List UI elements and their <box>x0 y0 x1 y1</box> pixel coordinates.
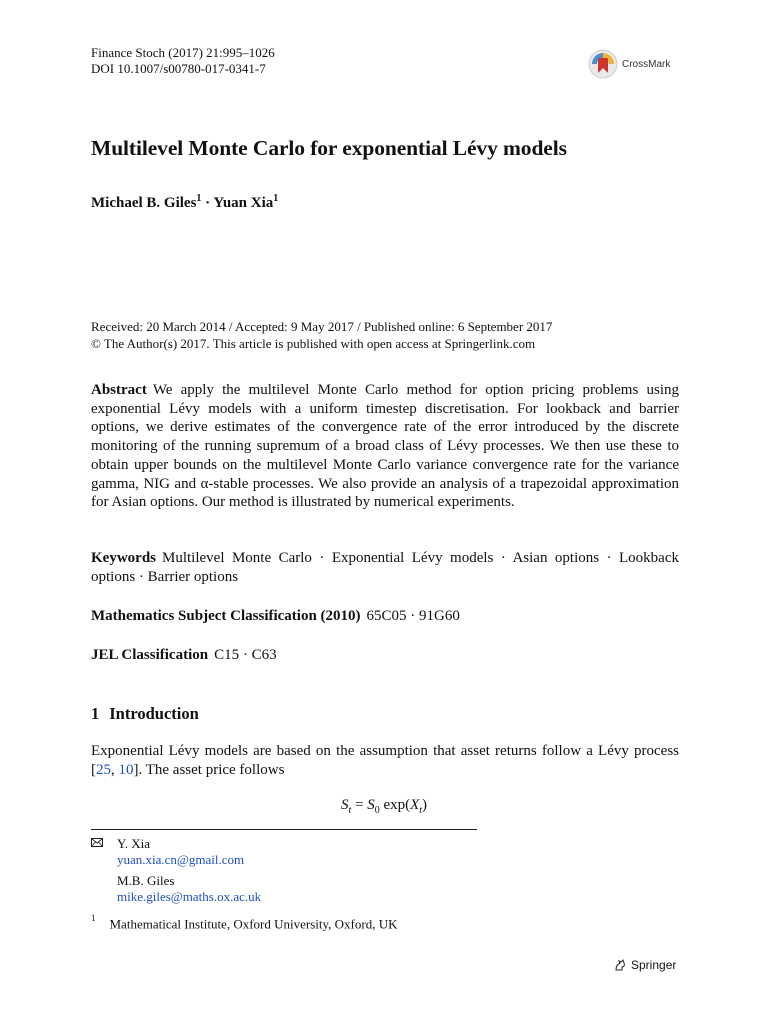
eq-x-sub: t <box>419 805 423 816</box>
eq-equals: = <box>351 797 368 813</box>
msc-label: Mathematics Subject Classification (2010) <box>91 608 361 624</box>
eq-lhs: S <box>340 797 349 813</box>
jel-classification <box>91 646 679 665</box>
corresponding-contacts <box>91 836 261 905</box>
eq-close: ) <box>422 797 428 813</box>
affiliation-marker[interactable]: 1 <box>273 193 279 204</box>
springer-horse-icon <box>613 958 627 972</box>
crossmark-icon <box>588 49 618 79</box>
abstract-text: We apply the multilevel Monte Carlo method for option pricing problems using exponential Lévy models with a uniform timestep discretisation. For lookback and barrier options, we derive estimates of the convergence rate of the error introduced by the discrete monitoring of the running supremum of a broad class of Lévy processes. We then use these to obtain upper bounds on the multilevel Monte Carlo variance convergence rate for the variance gamma, NIG and α-stable processes. We also provide an analysis of a trapezoidal approximation for Asian options. Our method is illustrated by numerical experiments. <box>91 382 679 511</box>
doi-line: DOI 10.1007/s00780-017-0341-7 <box>91 61 266 76</box>
intro-text: Exponential Lévy models are based on the assumption that asset returns follow a Lévy process [ <box>91 743 679 778</box>
intro-text: ]. The asset price follows <box>133 761 285 778</box>
article-title: Multilevel Monte Carlo for exponential Lévy models <box>91 136 567 160</box>
affiliation-number: 1 <box>91 913 96 923</box>
envelope-icon <box>91 838 103 847</box>
jel-codes: C15 · C63 <box>214 647 277 663</box>
eq-lhs-sub: t <box>348 805 352 816</box>
contact-name: Y. Xia <box>117 836 150 851</box>
intro-paragraph <box>91 742 679 779</box>
author-name[interactable]: Michael B. Giles <box>91 195 197 211</box>
citation-link[interactable]: 25 <box>96 761 111 778</box>
contact-name: M.B. Giles <box>117 873 175 888</box>
journal-citation: Finance Stoch (2017) 21:995–1026 <box>91 45 275 60</box>
eq-s0-sub: 0 <box>374 805 380 816</box>
citation-link[interactable]: 10 <box>118 761 134 778</box>
affiliation <box>91 915 397 932</box>
crossmark-label: CrossMark <box>622 58 671 70</box>
eq-func: exp( <box>379 797 411 813</box>
email-link[interactable]: yuan.xia.cn@gmail.com <box>117 852 245 867</box>
keywords-text: Multilevel Monte Carlo · Exponential Lévy models · Asian options · Lookback options · Barrier options <box>91 550 679 585</box>
equation <box>0 797 768 816</box>
eq-s0: S <box>367 797 375 813</box>
keywords-label: Keywords <box>91 550 156 566</box>
eq-x: X <box>410 797 420 813</box>
msc-classification <box>91 607 679 626</box>
author-separator: · <box>201 195 214 211</box>
crossmark-badge[interactable] <box>588 48 684 80</box>
section-heading <box>91 704 199 724</box>
keywords <box>91 549 679 586</box>
history-line: Received: 20 March 2014 / Accepted: 9 May 2017 / Published online: 6 September 2017 <box>91 319 553 334</box>
jel-label: JEL Classification <box>91 647 209 663</box>
license-line: © The Author(s) 2017. This article is published with open access at Springerlink.com <box>91 335 536 351</box>
email-link[interactable]: mike.giles@maths.ox.ac.uk <box>117 889 262 904</box>
citation-separator: , <box>111 761 119 778</box>
publisher-logo <box>613 958 676 972</box>
affiliation-marker[interactable]: 1 <box>196 193 202 204</box>
affiliation-text: Mathematical Institute, Oxford University, Oxford, UK <box>109 916 398 932</box>
publisher-name: Springer <box>631 958 677 972</box>
abstract <box>91 381 679 512</box>
publication-dates <box>91 319 552 352</box>
abstract-label: Abstract <box>91 382 147 398</box>
author-list <box>91 193 278 212</box>
section-title: Introduction <box>109 704 199 723</box>
section-number: 1 <box>91 704 100 723</box>
msc-codes: 65C05 · 91G60 <box>366 608 460 624</box>
author-name[interactable]: Yuan Xia <box>213 195 274 211</box>
footnote-divider <box>91 829 477 830</box>
journal-header <box>91 45 275 77</box>
